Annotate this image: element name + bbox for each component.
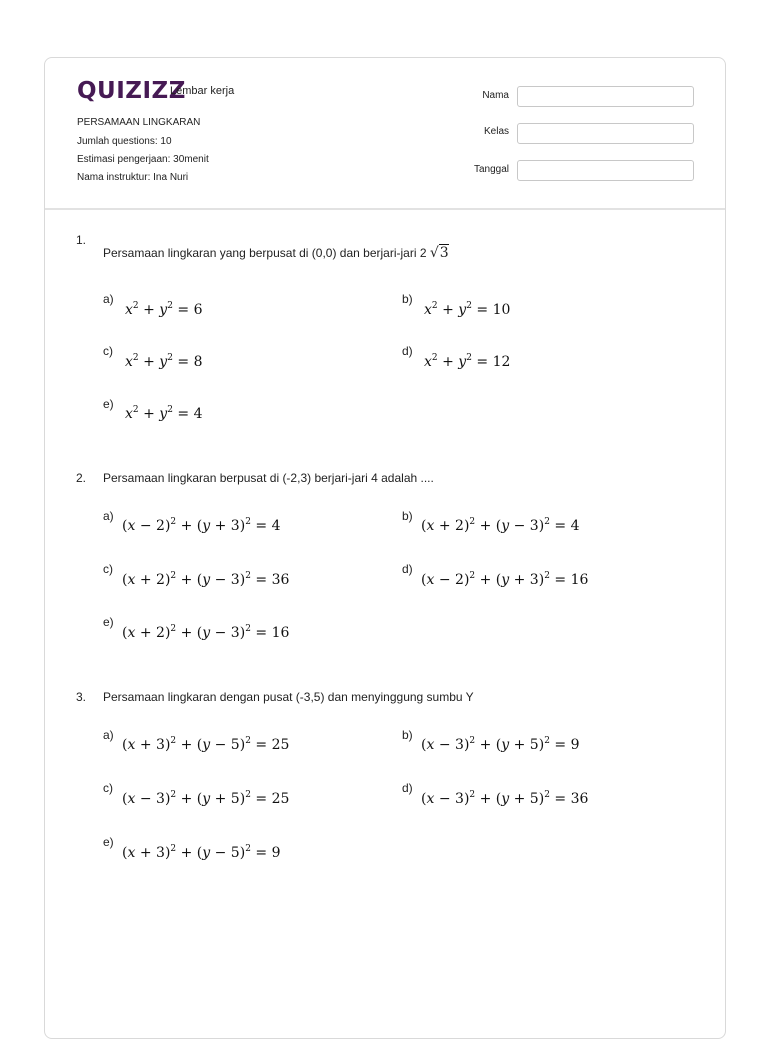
instructor-name: Nama instruktur: Ina Nuri: [77, 172, 189, 183]
option-letter: e): [103, 615, 114, 629]
worksheet-title: PERSAMAAN LINGKARAN: [77, 117, 201, 128]
option-equation: $x^2 + y^2 = 12$: [424, 353, 511, 370]
option-letter: b): [402, 728, 413, 742]
name-field[interactable]: [517, 86, 694, 107]
name-label: Nama: [482, 90, 509, 101]
option-letter: a): [103, 509, 114, 523]
option-letter: d): [402, 344, 413, 358]
worksheet-card: [44, 57, 726, 1039]
option-letter: b): [402, 292, 413, 306]
class-label: Kelas: [483, 126, 509, 137]
worksheet-type-label: Lembar kerja: [170, 85, 235, 97]
option-letter: c): [103, 781, 113, 795]
option-letter: c): [103, 344, 113, 358]
option-equation: $(x + 2)^2 + (y - 3)^2 = 36$: [122, 571, 290, 588]
quizizz-logo: QUIZIZZ: [77, 78, 186, 104]
question-count: Jumlah questions: 10: [77, 136, 172, 147]
question-number: 1.: [76, 233, 87, 247]
option-equation: $(x - 3)^2 + (y + 5)^2 = 9$: [421, 736, 580, 753]
option-equation: $x^2 + y^2 = 8$: [125, 353, 203, 370]
date-field[interactable]: [517, 160, 694, 181]
question-text: Persamaan lingkaran yang berpusat di (0,0) dan berjari-jari 2 √3: [103, 245, 449, 261]
option-equation: $x^2 + y^2 = 4$: [125, 405, 203, 422]
option-letter: c): [103, 562, 113, 576]
option-equation: $(x - 3)^2 + (y + 5)^2 = 36$: [421, 790, 589, 807]
option-equation: $(x + 2)^2 + (y - 3)^2 = 4$: [421, 517, 580, 534]
option-equation: $(x - 3)^2 + (y + 5)^2 = 25$: [122, 790, 290, 807]
option-equation: $x^2 + y^2 = 10$: [424, 301, 511, 318]
option-letter: e): [103, 835, 114, 849]
option-letter: d): [402, 781, 413, 795]
option-letter: d): [402, 562, 413, 576]
worksheet-header: [45, 58, 725, 210]
option-letter: a): [103, 728, 114, 742]
date-label: Tanggal: [473, 164, 509, 175]
option-equation: $(x + 3)^2 + (y - 5)^2 = 9$: [122, 844, 281, 861]
question-text: Persamaan lingkaran berpusat di (-2,3) berjari-jari 4 adalah ....: [103, 471, 434, 485]
option-equation: $(x + 3)^2 + (y - 5)^2 = 25$: [122, 736, 290, 753]
estimated-duration: Estimasi pengerjaan: 30menit: [77, 154, 209, 165]
option-equation: $(x - 2)^2 + (y + 3)^2 = 16$: [421, 571, 589, 588]
question-number: 2.: [76, 471, 87, 485]
option-letter: a): [103, 292, 114, 306]
option-equation: $(x + 2)^2 + (y - 3)^2 = 16$: [122, 624, 290, 641]
question-text: Persamaan lingkaran dengan pusat (-3,5) dan menyinggung sumbu Y: [103, 690, 474, 704]
option-equation: $(x - 2)^2 + (y + 3)^2 = 4$: [122, 517, 281, 534]
option-letter: e): [103, 397, 114, 411]
question-number: 3.: [76, 690, 87, 704]
class-field[interactable]: [517, 123, 694, 144]
option-equation: $x^2 + y^2 = 6$: [125, 301, 203, 318]
square-root-expression: √3: [429, 245, 449, 261]
option-letter: b): [402, 509, 413, 523]
